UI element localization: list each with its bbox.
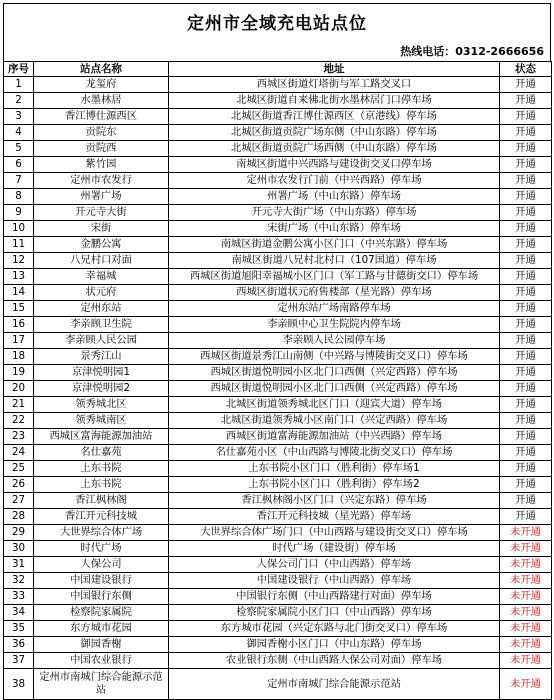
cell-index: 22 xyxy=(4,413,34,429)
cell-index: 18 xyxy=(4,349,34,365)
header-address: 地址 xyxy=(169,62,500,77)
table-row xyxy=(4,429,552,445)
table-row xyxy=(4,525,552,541)
cell-station-name: 景秀江山 xyxy=(34,349,169,365)
cell-index: 19 xyxy=(4,365,34,381)
cell-station-name: 宋街 xyxy=(34,221,169,237)
table-row xyxy=(4,365,552,381)
cell-index: 15 xyxy=(4,301,34,317)
cell-station-name: 时代广场 xyxy=(34,541,169,557)
cell-address: 西城区街道旭阳幸福城小区门口（军工路与甘德街交口）停车场 xyxy=(169,269,500,285)
cell-index: 24 xyxy=(4,445,34,461)
cell-station-name: 八兄村口对面 xyxy=(34,253,169,269)
table-row xyxy=(4,509,552,525)
table-header-row xyxy=(4,62,552,77)
cell-station-name: 香江博仕源西区 xyxy=(34,109,169,125)
table-row xyxy=(4,221,552,237)
cell-status: 开通 xyxy=(500,269,552,285)
cell-station-name: 龙玺府 xyxy=(34,77,169,93)
cell-index: 2 xyxy=(4,93,34,109)
cell-address: 时代广场（建设街）停车场 xyxy=(169,541,500,557)
cell-index: 21 xyxy=(4,397,34,413)
cell-status: 未开通 xyxy=(500,669,552,700)
cell-address: 西城区街道状元府售楼部（星光路）停车场 xyxy=(169,285,500,301)
cell-address: 宋街广场（中山东路）停车场 xyxy=(169,221,500,237)
cell-index: 35 xyxy=(4,621,34,637)
cell-station-name: 开元寺大街 xyxy=(34,205,169,221)
table-row xyxy=(4,541,552,557)
cell-address: 香江开元科技城（星光路）停车场 xyxy=(169,509,500,525)
cell-status: 开通 xyxy=(500,205,552,221)
cell-index: 29 xyxy=(4,525,34,541)
table-row xyxy=(4,461,552,477)
table-row xyxy=(4,333,552,349)
cell-status: 开通 xyxy=(500,77,552,93)
cell-address: 定州东站广场南路停车场 xyxy=(169,301,500,317)
cell-index: 4 xyxy=(4,125,34,141)
cell-station-name: 上东书院 xyxy=(34,477,169,493)
cell-station-name: 定州市农发行 xyxy=(34,173,169,189)
table-row xyxy=(4,317,552,333)
table-row xyxy=(4,77,552,93)
cell-index: 9 xyxy=(4,205,34,221)
table-row xyxy=(4,413,552,429)
cell-status: 开通 xyxy=(500,493,552,509)
cell-index: 30 xyxy=(4,541,34,557)
cell-address: 西城区街道富海能源加油站（中兴西路）停车场 xyxy=(169,429,500,445)
table-row xyxy=(4,605,552,621)
cell-station-name: 香江开元科技城 xyxy=(34,509,169,525)
cell-station-name: 州署广场 xyxy=(34,189,169,205)
cell-address: 东方城市花园（兴定东路与北门街交叉口）停车场 xyxy=(169,621,500,637)
cell-status: 开通 xyxy=(500,141,552,157)
cell-address: 北城区街道贡院广场东侧（中山东路）停车场 xyxy=(169,125,500,141)
cell-status: 开通 xyxy=(500,253,552,269)
cell-status: 开通 xyxy=(500,189,552,205)
table-body xyxy=(4,77,552,700)
cell-index: 27 xyxy=(4,493,34,509)
cell-station-name: 大世界综合体广场 xyxy=(34,525,169,541)
cell-index: 12 xyxy=(4,253,34,269)
cell-status: 未开通 xyxy=(500,573,552,589)
table-row xyxy=(4,493,552,509)
table-row xyxy=(4,301,552,317)
table-row xyxy=(4,269,552,285)
cell-address: 定州市南城门综合能源示范站 xyxy=(169,669,500,700)
cell-status: 开通 xyxy=(500,477,552,493)
cell-status: 开通 xyxy=(500,125,552,141)
table-row xyxy=(4,381,552,397)
cell-address: 北城区街道香江博仕源西区（京港线）停车场 xyxy=(169,109,500,125)
cell-station-name: 贡院西 xyxy=(34,141,169,157)
station-table xyxy=(3,61,552,700)
cell-station-name: 李亲顾人民公园 xyxy=(34,333,169,349)
cell-index: 10 xyxy=(4,221,34,237)
table-row xyxy=(4,253,552,269)
cell-status: 未开通 xyxy=(500,605,552,621)
table-row xyxy=(4,125,552,141)
cell-station-name: 检察院家属院 xyxy=(34,605,169,621)
cell-station-name: 京津悦明园1 xyxy=(34,365,169,381)
cell-address: 检察院家属院小区门口（中山西路）停车场 xyxy=(169,605,500,621)
cell-address: 中国银行东侧（中山西路建行对面）停车场 xyxy=(169,589,500,605)
cell-status: 开通 xyxy=(500,157,552,173)
cell-address: 大世界综合体广场门口（中山西路与建设街交叉口）停车场 xyxy=(169,525,500,541)
cell-index: 28 xyxy=(4,509,34,525)
cell-index: 3 xyxy=(4,109,34,125)
table-row xyxy=(4,173,552,189)
cell-station-name: 中国银行东侧 xyxy=(34,589,169,605)
cell-station-name: 香江枫林阁 xyxy=(34,493,169,509)
cell-status: 未开通 xyxy=(500,637,552,653)
cell-address: 名仕嘉苑小区（中山西路与博陵北街交叉口）停车场 xyxy=(169,445,500,461)
cell-station-name: 京津悦明园2 xyxy=(34,381,169,397)
cell-station-name: 东方城市花园 xyxy=(34,621,169,637)
cell-station-name: 名仕嘉苑 xyxy=(34,445,169,461)
table-row xyxy=(4,349,552,365)
cell-station-name: 李亲顾卫生院 xyxy=(34,317,169,333)
cell-station-name: 水墨林居 xyxy=(34,93,169,109)
cell-index: 31 xyxy=(4,557,34,573)
cell-index: 33 xyxy=(4,589,34,605)
cell-station-name: 御园香榭 xyxy=(34,637,169,653)
cell-status: 开通 xyxy=(500,413,552,429)
cell-status: 开通 xyxy=(500,317,552,333)
cell-status: 开通 xyxy=(500,221,552,237)
cell-address: 御园香榭小区门口（中山东路）停车场 xyxy=(169,637,500,653)
table-row xyxy=(4,189,552,205)
cell-status: 开通 xyxy=(500,381,552,397)
cell-station-name: 贡院东 xyxy=(34,125,169,141)
cell-address: 定州市农发行门前（中兴西路）停车场 xyxy=(169,173,500,189)
cell-address: 南城区街道金鹏公寓小区门口（中兴东路）停车场 xyxy=(169,237,500,253)
cell-address: 李亲顾人民公园停车场 xyxy=(169,333,500,349)
cell-address: 西城区街道灯塔街与军工路交叉口 xyxy=(169,77,500,93)
cell-station-name: 上东书院 xyxy=(34,461,169,477)
cell-index: 17 xyxy=(4,333,34,349)
cell-address: 北城区街道自来佛北街水墨林居门口停车场 xyxy=(169,93,500,109)
table-row xyxy=(4,237,552,253)
cell-index: 1 xyxy=(4,77,34,93)
cell-status: 未开通 xyxy=(500,621,552,637)
cell-index: 13 xyxy=(4,269,34,285)
cell-status: 未开通 xyxy=(500,589,552,605)
table-row xyxy=(4,477,552,493)
table-row xyxy=(4,397,552,413)
cell-index: 20 xyxy=(4,381,34,397)
cell-index: 16 xyxy=(4,317,34,333)
cell-status: 开通 xyxy=(500,301,552,317)
cell-address: 人保公司门口（中山西路）停车场 xyxy=(169,557,500,573)
cell-status: 开通 xyxy=(500,445,552,461)
table-row xyxy=(4,557,552,573)
cell-index: 36 xyxy=(4,637,34,653)
cell-station-name: 幸福城 xyxy=(34,269,169,285)
cell-address: 南城区街道八兄村北村口（107国道）停车场 xyxy=(169,253,500,269)
cell-address: 上东书院小区门口（胜利街）停车场1 xyxy=(169,461,500,477)
table-row xyxy=(4,653,552,669)
cell-address: 州署广场（中山东路）停车场 xyxy=(169,189,500,205)
table-row xyxy=(4,589,552,605)
header-status: 状态 xyxy=(500,62,552,77)
cell-status: 开通 xyxy=(500,429,552,445)
cell-index: 7 xyxy=(4,173,34,189)
table-row xyxy=(4,109,552,125)
table-row xyxy=(4,669,552,700)
table-row xyxy=(4,205,552,221)
cell-address: 北城区街道领秀城北区门口（迎宾大道）停车场 xyxy=(169,397,500,413)
header-index: 序号 xyxy=(4,62,34,77)
cell-address: 中国建设银行（中山西路）停车场 xyxy=(169,573,500,589)
cell-index: 5 xyxy=(4,141,34,157)
cell-station-name: 领秀城南区 xyxy=(34,413,169,429)
cell-status: 开通 xyxy=(500,349,552,365)
cell-index: 37 xyxy=(4,653,34,669)
cell-status: 开通 xyxy=(500,93,552,109)
cell-address: 西城区街道悦明园小区北门口西侧（兴定西路）停车场 xyxy=(169,381,500,397)
document-title: 定州市全域充电站点位 xyxy=(3,3,551,43)
cell-station-name: 中国建设银行 xyxy=(34,573,169,589)
document-page xyxy=(0,3,554,696)
table-row xyxy=(4,573,552,589)
cell-index: 38 xyxy=(4,669,34,700)
cell-index: 14 xyxy=(4,285,34,301)
cell-station-name: 人保公司 xyxy=(34,557,169,573)
cell-address: 农业银行东侧（中山西路人保公司对面）停车场 xyxy=(169,653,500,669)
cell-status: 开通 xyxy=(500,285,552,301)
cell-index: 6 xyxy=(4,157,34,173)
header-station-name: 站点名称 xyxy=(34,62,169,77)
table-row xyxy=(4,141,552,157)
cell-station-name: 金鹏公寓 xyxy=(34,237,169,253)
cell-address: 南城区街道中兴西路与建设街交叉口停车场 xyxy=(169,157,500,173)
cell-address: 北城区街道贡院广场西侧（中山东路）停车场 xyxy=(169,141,500,157)
cell-index: 32 xyxy=(4,573,34,589)
cell-status: 未开通 xyxy=(500,653,552,669)
cell-station-name: 西城区富海能源加油站 xyxy=(34,429,169,445)
table-row xyxy=(4,93,552,109)
cell-index: 23 xyxy=(4,429,34,445)
cell-station-name: 领秀城北区 xyxy=(34,397,169,413)
cell-status: 未开通 xyxy=(500,541,552,557)
cell-station-name: 状元府 xyxy=(34,285,169,301)
cell-status: 开通 xyxy=(500,509,552,525)
cell-status: 未开通 xyxy=(500,525,552,541)
cell-address: 西城区街道悦明园小区北门口西侧（兴定西路）停车场 xyxy=(169,365,500,381)
cell-status: 开通 xyxy=(500,109,552,125)
cell-status: 开通 xyxy=(500,333,552,349)
table-row xyxy=(4,285,552,301)
cell-index: 26 xyxy=(4,477,34,493)
cell-station-name: 紫竹园 xyxy=(34,157,169,173)
cell-address: 开元寺大街广场（中山东路）停车场 xyxy=(169,205,500,221)
cell-index: 11 xyxy=(4,237,34,253)
cell-address: 北城区街道领秀城小区南门口（兴定西路）停车场 xyxy=(169,413,500,429)
cell-status: 开通 xyxy=(500,365,552,381)
cell-address: 西城区街道景秀江山南侧（中兴路与博陵街交叉口）停车场 xyxy=(169,349,500,365)
cell-status: 开通 xyxy=(500,461,552,477)
table-row xyxy=(4,637,552,653)
cell-station-name: 定州东站 xyxy=(34,301,169,317)
cell-address: 香江枫林阁小区门口（兴定东路）停车场 xyxy=(169,493,500,509)
table-row xyxy=(4,445,552,461)
hotline-text: 热线电话：0312-2666656 xyxy=(3,43,551,61)
cell-address: 李亲顾中心卫生院院内停车场 xyxy=(169,317,500,333)
cell-status: 开通 xyxy=(500,173,552,189)
cell-station-name: 中国农业银行 xyxy=(34,653,169,669)
cell-status: 开通 xyxy=(500,397,552,413)
table-row xyxy=(4,157,552,173)
cell-index: 34 xyxy=(4,605,34,621)
cell-address: 上东书院小区门口（胜利街）停车场2 xyxy=(169,477,500,493)
cell-index: 8 xyxy=(4,189,34,205)
cell-index: 25 xyxy=(4,461,34,477)
cell-status: 未开通 xyxy=(500,557,552,573)
cell-station-name: 定州市南城门综合能源示范站 xyxy=(34,669,169,700)
table-row xyxy=(4,621,552,637)
cell-status: 开通 xyxy=(500,237,552,253)
